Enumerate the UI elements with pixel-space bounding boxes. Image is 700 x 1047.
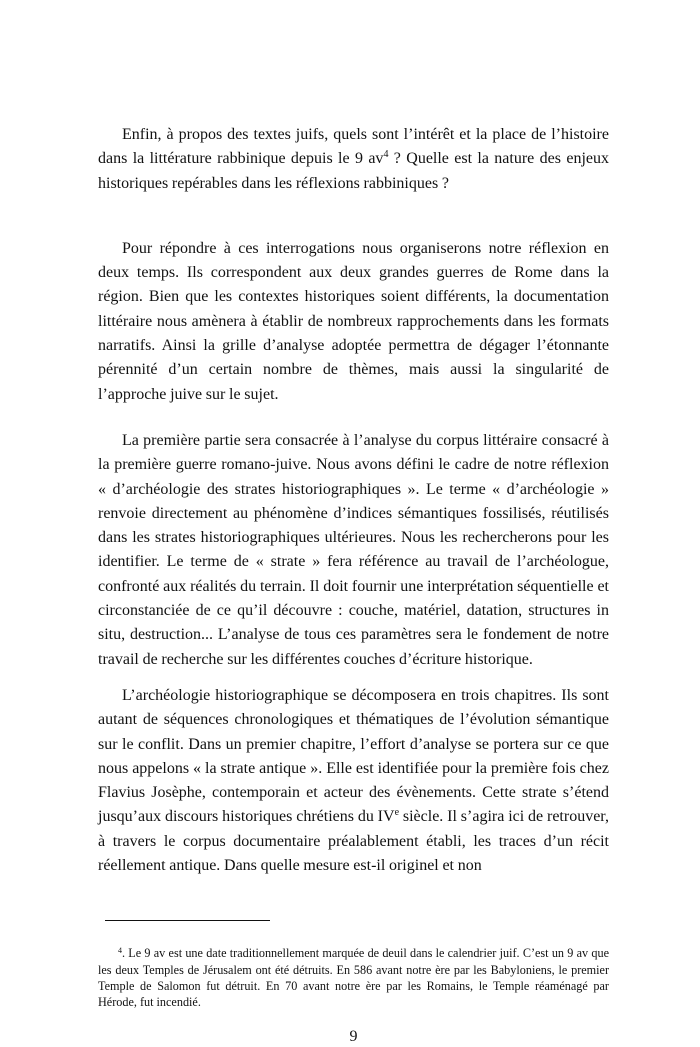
page-body [98,123,609,1047]
footnote-text: . Le 9 av est une date traditionnellement marquée de deuil dans le calendrier juif. C’est un 9 av que les deux Temples de Jérusalem ont été détruits. En 586 avant notre ère par les Babyloniens, le premier Temple de Salomon fut détruit. En 70 avant notre ère par les Romains, le Temple réaménagé par Hérode, fut incendié. [98,946,609,1010]
footnote-reference[interactable]: 4 [383,149,389,161]
paragraph-text: siècle. Il s’agira ici de retrouver, à travers le corpus documentaire préalablement établi, les traces d’un récit réellement antique. Dans quelle mesure est-il originel et non [98,808,609,875]
paragraph-3: La première partie sera consacrée à l’analyse du corpus littéraire consacré à la première guerre romano-juive. Nous avons défini le cadre de notre réflexion « d’archéologie des strates historiographiques ». Le terme « d’archéologie » renvoie directement au phénomène d’indices sémantiques fossilisés, réutilisés dans les strates historiographiques ultérieures. Nous les rechercherons pour les identifier. Le terme de « strate » fera référence au travail de l’archéologue, confronté aux réalités du terrain. Il doit fournir une interprétation séquentielle et circonstanciée de ce qu’il découvre : couche, matériel, datation, structures in situ, destruction... L’analyse de tous ces paramètres sera le fondement de notre travail de recherche sur les différentes couches d’écriture historique. [98,431,609,668]
paragraph-text: L’archéologie historiographique se décomposera en trois chapitres. Ils sont autant de séquences chronologiques et thématiques de l’évolution sémantique sur le conflit. Dans un premier chapitre, l’effort d’analyse se portera sur ce que nous appelons « la strate antique ». Elle est identifiée pour la première fois chez Flavius Josèphe, contemporain et acteur des évènements. Cette strate s’étend jusqu’aux discours historiques chrétiens du IV [98,686,609,826]
paragraph-text: ? Quelle est la nature des enjeux historiques repérables dans les réflexions rabbiniques ? [98,150,609,192]
footnote-number: 4 [118,946,122,956]
paragraph-4 [98,684,609,878]
paragraph-1 [98,123,609,196]
footnote [98,945,609,1010]
page-number: 9 [349,1027,358,1045]
superscript: e [394,807,400,819]
paragraph-2: Pour répondre à ces interrogations nous organiserons notre réflexion en deux temps. Ils correspondent aux deux grandes guerres de Rome dans la région. Bien que les contextes historiques soient différents, la documentation littéraire nous amènera à établir de nombreux rapprochements dans les formats narratifs. Ainsi la grille d’analyse adoptée permettra de dégager l’étonnante pérennité d’un certain nombre de thèmes, mais aussi la singularité de l’approche juive sur le sujet. [98,239,609,403]
paragraph-text: Enfin, à propos des textes juifs, quels sont l’intérêt et la place de l’histoire dans la littérature rabbinique depuis le 9 av [98,126,609,168]
footnote-separator [105,920,270,921]
